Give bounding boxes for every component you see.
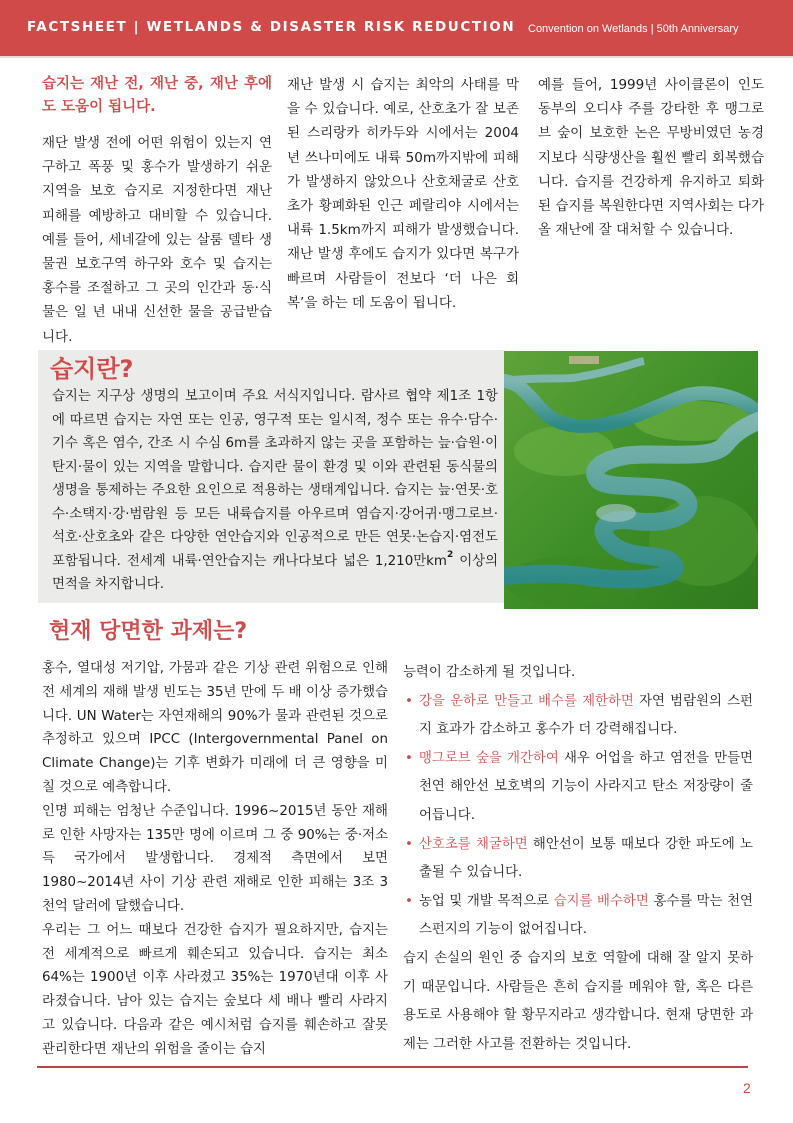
bullet-dot-icon: •: [405, 836, 413, 852]
river-landscape-icon: [504, 351, 758, 609]
challenges-paragraph-casualties: 인명 피해는 엄청난 수준입니다. 1996~2015년 동안 재해로 인한 사망자는 135만 명에 이르며 그 중 90%는 중·저소득 국가에서 발생합니다. 경제적 측면에서 보면 1980~2014년 사이 기상 관련 재해로 인한 피해는 3조 3천억 달러에 달했습니다.: [42, 803, 388, 914]
wetland-definition-heading: 습지란?: [50, 355, 134, 383]
bullet-dot-icon: •: [405, 893, 413, 909]
wetland-definition-tail: 이상의 면적을 차지합니다.: [52, 553, 498, 592]
intro-column-1: [42, 73, 272, 349]
wetland-definition-text: [52, 385, 498, 597]
challenges-continuation: 능력이 감소하게 될 것입니다.: [403, 665, 576, 680]
wetland-definition-body: 습지는 지구상 생명의 보고이며 주요 서식지입니다. 람사르 협약 제1조 1항에 따르면 습지는 자연 또는 인공, 영구적 또는 일시적, 정수 또는 유수·담수·기수 혹은 염수, 간조 시 수심 6m를 초과하지 않는 곳을 포함하는 늪·습원·이탄지·물이 있는 지역을 말합니다. 습지란 물이 환경 및 이와 관련된 동식물의 생명을 통제하는 주요한 요인으로 적용하는 생태계입니다. 습지는 늪·연못·호수·소택지·강·범람원 등 모든 내륙습지를 아우르며 염습지·강어귀·맹그로브·석호·산호초와 같은 다양한 연안습지와 인공적으로 만든 연못·논습지·염전도 포함됩니다. 전세계 내륙·연안습지는 캐나다보다 넓은 1,210만km: [52, 389, 498, 569]
challenges-right-column: [403, 659, 753, 1059]
factsheet-title: FACTSHEET | WETLANDS & DISASTER RISK REDUCTION: [27, 19, 516, 35]
bullet-item-mangroves: [403, 745, 753, 831]
challenges-conclusion: 습지 손실의 원인 중 습지의 보호 역할에 대해 잘 알지 못하기 때문입니다. 사람들은 흔히 습지를 메워야 할, 혹은 다른 용도로 사용해야 할 황무지라고 생각합니다. 현재 당면한 과제는 그러한 사고를 전환하는 것입니다.: [403, 950, 753, 1052]
superscript-squared: 2: [446, 549, 454, 560]
challenges-heading: 현재 당면한 과제는?: [49, 619, 248, 644]
footer-divider: [37, 1066, 748, 1068]
bullet-post-text: 해안선이 보통 때보다 강한 파도에 노출될 수 있습니다.: [419, 836, 753, 881]
bullet-dot-icon: •: [405, 750, 413, 766]
intro-paragraph-before-disaster: 재단 발생 전에 어떤 위험이 있는지 연구하고 폭풍 및 홍수가 발생하기 쉬운 지역을 보호 습지로 지정한다면 재난 피해를 예방하고 대비할 수 있습니다. 예를 들어, 세네갈에 있는 살룸 델타 생물권 보호구역 하구와 호수 및 습지는 홍수를 조절하고 그 곳의 인간과 동·식물은 일 년 내내 신선한 물을 공급받습니다.: [42, 135, 272, 345]
bullet-item-drainage: [403, 888, 753, 945]
bullet-highlight: 습지를 배수하면: [553, 893, 649, 909]
bullet-item-coral-mining: [403, 831, 753, 888]
challenges-left-column: [42, 657, 388, 1062]
intro-column-3: [538, 73, 764, 242]
challenges-paragraph-frequency: 홍수, 열대성 저기압, 가뭄과 같은 기상 관련 위험으로 인해 전 세계의 재해 발생 빈도는 35년 만에 두 배 이상 증가했습니다. UN Water는 자연재해의 90%가 물과 관련된 것으로 추정하고 있으며 IPCC (Intergovernmental Panel on Climate Change)는 기후 변화가 미래에 더 큰 영향을 미칠 것으로 예측합니다.: [42, 661, 388, 795]
challenges-paragraph-wetland-loss: 우리는 그 어느 때보다 건강한 습지가 필요하지만, 습지는 전 세계적으로 빠르게 훼손되고 있습니다. 습지는 최소 64%는 1900년 이후 사라졌고 35%는 1970년대 이후 사라졌습니다. 남아 있는 습지는 숲보다 세 배나 빨리 사라지고 있습니다. 다음과 같은 예시처럼 습지를 훼손하고 잘못 관리한다면 재난의 위험을 줄이는 습지: [42, 922, 388, 1057]
intro-paragraph-after-disaster: 예를 들어, 1999년 사이클론이 인도 동부의 오디샤 주를 강타한 후 맹그로브 숲이 보호한 논은 무방비였던 농경지보다 식량생산을 훨씬 빨리 회복했습니다. 습지를 건강하게 유지하고 퇴화된 습지를 복원한다면 지역사회는 다가올 재난에 잘 대처할 수 있습니다.: [538, 77, 764, 239]
bullet-post-text: 홍수를 막는 천연 스펀지의 기능이 없어집니다.: [419, 893, 753, 938]
page-header: [0, 0, 793, 58]
bullet-highlight: 산호초를 채굴하면: [419, 836, 528, 852]
intro-heading: 습지는 재난 전, 재난 중, 재난 후에도 도움이 됩니다.: [42, 76, 272, 115]
convention-subtitle: Convention on Wetlands | 50th Anniversary: [528, 23, 739, 35]
bullet-post-text: 자연 범람원의 스펀지 효과가 감소하고 홍수가 더 강력해집니다.: [419, 693, 753, 738]
wetland-aerial-photo: [504, 351, 758, 609]
intro-paragraph-during-disaster: 재난 발생 시 습지는 최악의 사태를 막을 수 있습니다. 예로, 산호초가 잘 보존된 스리랑카 히카두와 시에서는 2004년 쓰나미에도 내륙 50m까지밖에 피해가 발생하지 않았으나 산호채굴로 산호초가 황폐화된 인근 페랄리야 시에서는 내륙 1.5km까지 피해가 발생했습니다. 재난 발생 후에도 습지가 있다면 복구가 빠르며 사람들이 전보다 ‘더 나은 회복’을 하는 데 도움이 됩니다.: [287, 77, 519, 311]
bullet-post-text: 새우 어업을 하고 염전을 만들면 천연 해안선 보호벽의 기능이 사라지고 탄소 저장량이 줄어듭니다.: [419, 750, 753, 823]
bullet-highlight: 강을 운하로 만들고 배수를 제한하면: [419, 693, 634, 709]
intro-column-2: [287, 73, 519, 315]
bullet-pre-text: 농업 및 개발 목적으로: [419, 893, 554, 909]
bullet-item-canals: [403, 688, 753, 745]
page-number: 2: [743, 1080, 751, 1096]
bullet-dot-icon: •: [405, 693, 413, 709]
bullet-highlight: 맹그로브 숲을 개간하여: [419, 750, 559, 766]
